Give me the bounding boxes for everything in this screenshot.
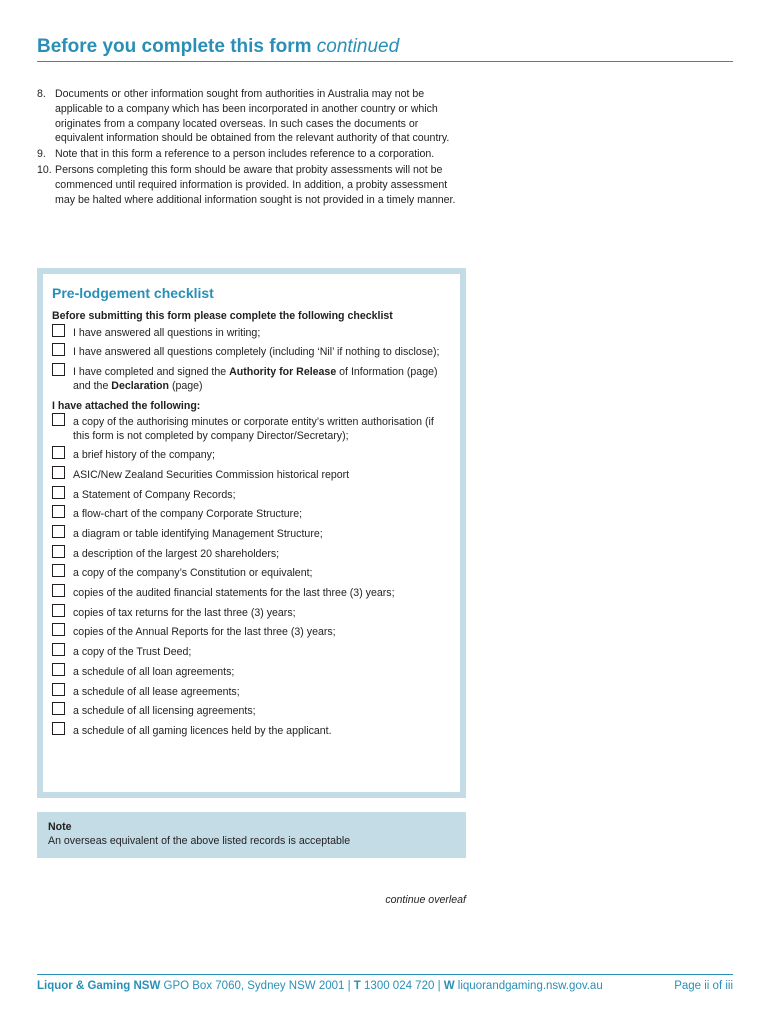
list-item-number: 10.: [37, 163, 52, 176]
list-item: [37, 147, 465, 162]
list-item-text: Persons completing this form should be aware that probity assessments will not be commenced until required information is provided. In addition, a probity assessment may be halted where additional information sought is not provided in a timely manner.: [55, 163, 456, 206]
checkbox[interactable]: [52, 643, 65, 656]
checkbox[interactable]: [52, 324, 65, 337]
checkbox[interactable]: [52, 413, 65, 426]
footer-web-label: W: [443, 980, 455, 992]
checklist-intro: Before submitting this form please complete the following checklist: [52, 310, 393, 322]
checkbox[interactable]: [52, 525, 65, 538]
checklist-item-label: a copy of the company’s Constitution or equivalent;: [73, 567, 313, 580]
footer-address: GPO Box 7060, Sydney NSW 2001 |: [160, 980, 354, 992]
checklist-item-label: a schedule of all gaming licences held by the applicant.: [73, 724, 332, 737]
checkbox[interactable]: [52, 604, 65, 617]
checkbox[interactable]: [52, 722, 65, 735]
label-bold-declaration: Declaration: [111, 379, 169, 392]
checklist-item-label: I have answered all questions in writing;: [73, 326, 261, 339]
checkbox[interactable]: [52, 623, 65, 636]
checklist-item: [52, 547, 450, 561]
checklist-item-label: I have answered all questions completely (including ‘Nil’ if nothing to disclose);: [73, 346, 440, 359]
checkbox[interactable]: [52, 486, 65, 499]
list-item-number: 8.: [37, 88, 46, 100]
footer-phone-label: T: [353, 980, 361, 992]
checklist-item-label: a flow-chart of the company Corporate Structure;: [73, 508, 303, 521]
checklist-item: [52, 586, 450, 600]
checklist-item-label: a copy of the Trust Deed;: [73, 646, 192, 659]
checklist-item-label: copies of the audited financial statements for the last three (3) years;: [73, 587, 395, 600]
page-title-suffix: continued: [316, 36, 400, 57]
list-item-text: Note that in this form a reference to a person includes reference to a corporation.: [55, 148, 435, 161]
checklist-item: [52, 527, 450, 541]
checklist-item-label: a brief history of the company;: [73, 449, 215, 462]
footer: [37, 974, 733, 992]
checklist-panel: [37, 268, 466, 798]
checklist-item: [52, 566, 450, 580]
checkbox[interactable]: [52, 702, 65, 715]
checklist-item: [52, 345, 450, 359]
checklist-inner: [43, 274, 460, 792]
checkbox[interactable]: [52, 584, 65, 597]
checklist-item-label: copies of tax returns for the last three (3) years;: [73, 606, 296, 619]
page-title-text: Before you complete this form: [37, 36, 312, 57]
checkbox[interactable]: [52, 564, 65, 577]
note-title: Note: [48, 821, 72, 833]
checklist-item: [52, 625, 450, 639]
checklist-item: [52, 468, 450, 482]
checklist-item-label: a schedule of all loan agreements;: [73, 665, 235, 678]
checklist-item: [52, 606, 450, 620]
note-panel: [37, 812, 466, 858]
checklist-item: [52, 724, 450, 738]
list-item: [37, 163, 465, 207]
checklist-item: [52, 448, 450, 462]
checkbox[interactable]: [52, 505, 65, 518]
checklist-item: [52, 415, 450, 443]
label-text: (page): [169, 379, 203, 392]
footer-web[interactable]: liquorandgaming.nsw.gov.au: [454, 980, 603, 992]
checklist-item: [52, 326, 450, 340]
checklist-item-label: a description of the largest 20 shareholders;: [73, 547, 280, 560]
note-text: An overseas equivalent of the above listed records is acceptable: [48, 835, 351, 847]
footer-phone: 1300 024 720 |: [360, 980, 444, 992]
checkbox[interactable]: [52, 466, 65, 479]
checklist-item-label: copies of the Annual Reports for the last three (3) years;: [73, 626, 336, 639]
numbered-list: [37, 87, 465, 208]
footer-org: Liquor & Gaming NSW: [37, 980, 161, 992]
label-text: of Information (page) and the: [73, 365, 438, 392]
checklist-item: [52, 704, 450, 718]
checklist-item-label: [73, 365, 450, 393]
checkbox[interactable]: [52, 446, 65, 459]
checklist-item: [52, 488, 450, 502]
checkbox[interactable]: [52, 683, 65, 696]
checklist-item: [52, 645, 450, 659]
page-title: [37, 36, 733, 62]
attachment-list: [52, 415, 450, 738]
checklist-item-label: ASIC/New Zealand Securities Commission historical report: [73, 468, 350, 481]
label-bold-authority: Authority for Release: [229, 365, 337, 378]
list-item: [37, 87, 465, 146]
list-item-number: 9.: [37, 148, 46, 161]
label-text: I have completed and signed the: [73, 365, 230, 378]
checklist-item-label: a diagram or table identifying Management Structure;: [73, 528, 323, 540]
checkbox[interactable]: [52, 663, 65, 676]
checklist-item-label: a schedule of all lease agreements;: [73, 685, 240, 698]
checkbox[interactable]: [52, 545, 65, 558]
checklist-item-label: a Statement of Company Records;: [73, 488, 236, 501]
checklist-item: [52, 507, 450, 521]
continue-overleaf: continue overleaf: [385, 894, 466, 906]
checkbox[interactable]: [52, 363, 65, 376]
checkbox[interactable]: [52, 343, 65, 356]
checklist-item: [52, 685, 450, 699]
checklist-title: Pre-lodgement checklist: [52, 285, 214, 301]
page-number: Page ii of iii: [674, 980, 733, 992]
checklist-subheading: I have attached the following:: [52, 399, 201, 412]
list-item-text: Documents or other information sought from authorities in Australia may not be applicable to a company which has been incorporated in another country or which originates from a company located overseas. In such cases the documents or equivalent information should be obtained from the relevant authority of that country.: [55, 88, 450, 145]
checklist-item: [52, 665, 450, 679]
checklist-item-label: a schedule of all licensing agreements;: [73, 705, 256, 718]
checklist-item-label: a copy of the authorising minutes or corporate entity’s written authorisation (if this form is not completed by company Director/Secretary);: [73, 415, 434, 442]
checklist-item: [52, 365, 450, 393]
